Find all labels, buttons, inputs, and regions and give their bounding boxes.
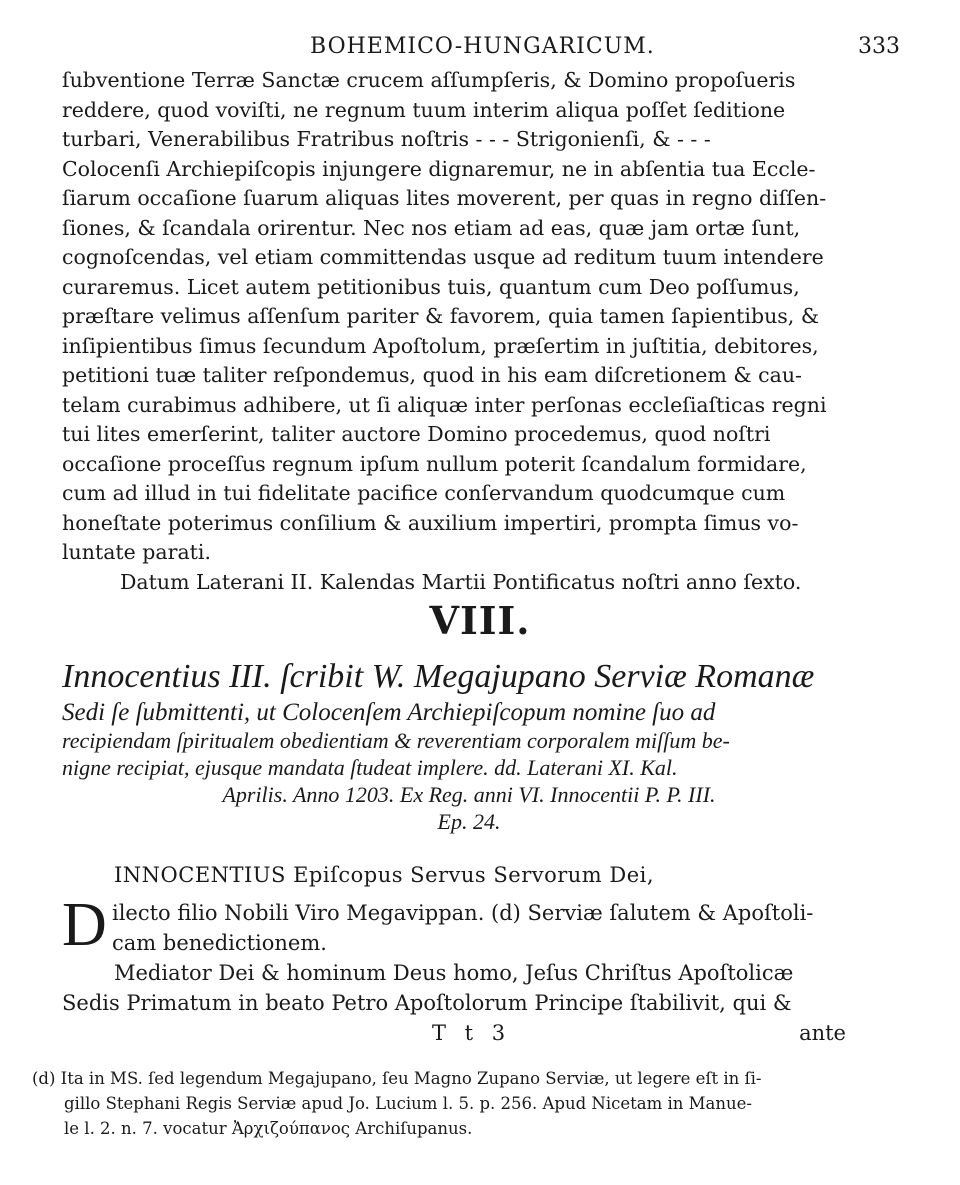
heading-line: recipiendam ſpiritualem obedientiam & reverentiam corporalem miſſum be- — [62, 728, 730, 753]
body-line: cognoſcendas, vel etiam committendas usque ad reditum tuum intendere — [62, 245, 824, 269]
body-line: Colocenſi Archiepiſcopis injungere dignaremur, ne in abſentia tua Eccle- — [62, 156, 816, 181]
page-header — [60, 34, 900, 64]
body-line: telam curabimus adhibere, ut ſi aliquæ inter perſonas eccleſiaſticas regni — [62, 392, 827, 417]
body-line: reddere, quod voviſti, ne regnum tuum interim aliqua poſſet ſeditione — [62, 97, 786, 122]
salutation-header: INNOCENTIUS Epiſcopus Servus Servorum Dei, — [114, 863, 655, 887]
body-line: tui lites emerſerint, taliter auctore Domino procedemus, quod noſtri — [62, 422, 771, 446]
body-line: præſtare velimus aſſenſum pariter & favorem, quia tamen ſapientibus, & — [62, 304, 820, 328]
body-line: honeſtate poterimus conſilium & auxilium impertiri, prompta ſimus vo- — [62, 510, 799, 535]
footnote — [32, 1066, 874, 1141]
body-line: petitioni tuæ taliter reſpondemus, quod in his eam diſcretionem & cau- — [62, 363, 802, 387]
body-line: turbari, Venerabilibus Fratribus noſtris - - - Strigonienſi, & - - - — [62, 127, 711, 151]
document-number: VIII. — [429, 598, 531, 643]
body-line: cum ad illud in tui fidelitate pacifice conſervandum quodcumque cum — [62, 481, 786, 505]
salutation-line: cam benedictionem. — [112, 931, 327, 955]
heading-line: nigne recipiat, ejusque mandata ſtudeat implere. dd. Laterani XI. Kal. — [62, 755, 678, 780]
signature-mark: T t 3 — [432, 1021, 512, 1045]
salutation-block — [62, 891, 876, 959]
document-heading — [62, 655, 876, 835]
paragraph-line: Mediator Dei & hominum Deus homo, Jeſus Chriſtus Apoſtolicæ — [114, 961, 794, 985]
body-text — [62, 66, 876, 597]
body-line: occaſione proceſſus regnum ipſum nullum poterit ſcandalum formidare, — [62, 451, 807, 476]
body-line: ſubventione Terræ Sanctæ crucem aſſumpſeris, & Domino propoſueris — [62, 68, 796, 92]
drop-cap: D — [62, 891, 107, 959]
heading-line: Ep. 24. — [437, 809, 501, 834]
body-line: curaremus. Licet autem petitionibus tuis, quantum cum Deo poſſumus, — [62, 274, 800, 299]
footnote-line: (d) Ita in MS. ſed legendum Megajupano, ſeu Magno Zupano Serviæ, ut legere eſt in ſi- — [32, 1069, 762, 1088]
catchword: ante — [799, 1021, 846, 1045]
letter — [62, 860, 876, 1048]
footnote-line: le l. 2. n. 7. vocatur Ἀρχιζούπανος Archiſupanus. — [64, 1119, 473, 1138]
paragraph-line: Sedis Primatum in beato Petro Apoſtolorum Principe ſtabilivit, qui & — [62, 991, 792, 1015]
body-line: ſiones, & ſcandala orirentur. Nec nos etiam ad eas, quæ jam ortæ ſunt, — [62, 215, 801, 240]
footnote-line: gillo Stephani Regis Serviæ apud Jo. Lucium l. 5. p. 256. Apud Nicetam in Manue- — [64, 1094, 752, 1113]
body-line: luntate parati. — [62, 540, 211, 564]
page-number: 333 — [858, 34, 900, 59]
salutation-line: ilecto filio Nobili Viro Megavippan. (d) Serviæ ſalutem & Apoſtoli- — [112, 901, 814, 925]
heading-line: Aprilis. Anno 1203. Ex Reg. anni VI. Innocentii P. P. III. — [222, 782, 716, 807]
heading-line: Innocentius III. ſcribit W. Megajupano Serviæ Romanæ — [62, 658, 815, 695]
date-line: Datum Laterani II. Kalendas Martii Pontificatus noſtri anno ſexto. — [120, 569, 802, 594]
body-line: ſiarum occaſione ſuarum aliquas lites moverent, per quas in regno diſſen- — [62, 186, 827, 210]
signature-line — [62, 1018, 876, 1048]
body-line: inſipientibus ſimus ſecundum Apoſtolum, præſertim in juſtitia, debitores, — [62, 333, 819, 358]
running-head: BOHEMICO-HUNGARICUM. — [310, 34, 655, 59]
heading-line: Sedi ſe ſubmittenti, ut Colocenſem Archiepiſcopum nomine ſuo ad — [62, 699, 716, 726]
